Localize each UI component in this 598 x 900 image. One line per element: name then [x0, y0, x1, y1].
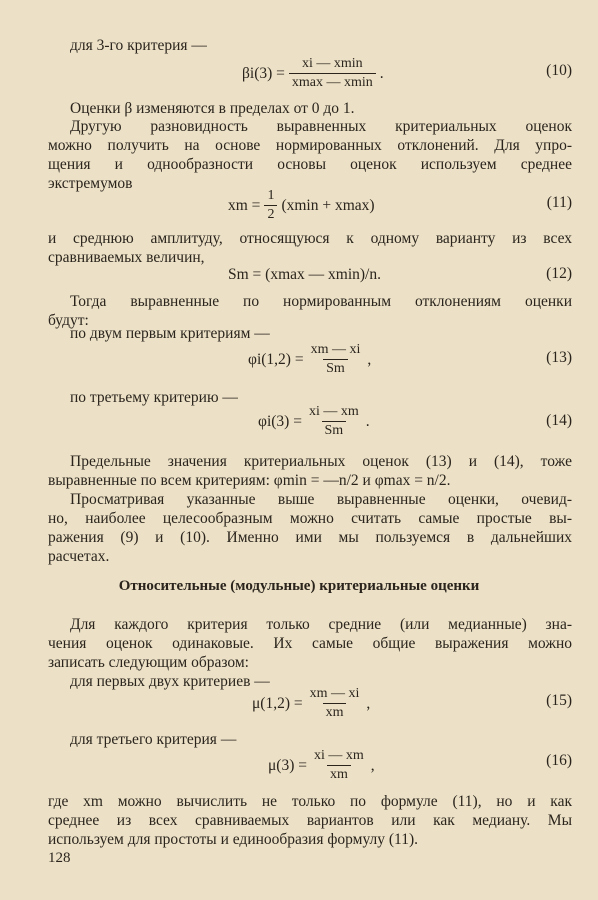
text-line: чения оценок одинаковые. Их самые общие выражения можно: [48, 635, 572, 652]
text-line: расчетах.: [48, 548, 110, 565]
denominator: xm: [323, 703, 347, 721]
text-line: Для каждого критерия только средние (или медианные) зна-: [70, 616, 572, 633]
text-line: среднее из всех сравниваемых вариантов или как медиану. Мы: [48, 812, 572, 829]
fraction: [307, 686, 363, 721]
text-line: по двум первым критериям —: [70, 325, 270, 342]
formula-lhs: βi(3) =: [242, 64, 285, 82]
text-line: можно получить на основе нормированных отклонений. Для упро-: [48, 137, 572, 154]
text-line: Предельные значения критериальных оценок (13) и (14), тоже: [70, 453, 572, 470]
equation-number: (15): [546, 692, 572, 709]
equation-number: (11): [546, 194, 572, 211]
formula-13: [248, 342, 371, 377]
numerator: xi — xmin: [302, 56, 363, 71]
denominator: 2: [264, 205, 277, 223]
numerator: xm — xi: [310, 342, 361, 357]
formula-expr: Sm = (xmax — xmin)/n.: [228, 266, 381, 283]
text-line: экстремумов: [48, 175, 133, 192]
formula-tail: .: [365, 412, 370, 430]
text-line: Другую разновидность выравненных критериальных оценок: [70, 118, 572, 135]
text-line: для первых двух критериев —: [70, 673, 270, 690]
text-line: выравненные по всем критериям: φmin = —n/2 и φmax = n/2.: [48, 472, 451, 489]
formula-lhs: φi(1,2) =: [248, 350, 304, 368]
formula-15: [252, 686, 370, 721]
text-line: записать следующим образом:: [48, 654, 249, 671]
text-line: по третьему критерию —: [70, 389, 238, 406]
text-line: будут:: [48, 312, 89, 329]
text-line: сравниваемых величин,: [48, 249, 205, 266]
denominator: xmax — xmin: [289, 73, 376, 91]
fraction: [308, 342, 364, 377]
equation-number: (10): [546, 62, 572, 79]
text-line: ражения (9) и (10). Именно ими мы пользуемся в дальнейших: [48, 529, 572, 546]
text-line: но, наиболее целесообразным можно считать самые простые вы-: [48, 510, 572, 527]
fraction: [289, 56, 376, 91]
fraction: [311, 748, 367, 783]
numerator: 1: [267, 188, 275, 203]
text-line: используем для простоты и единообразия формулу (11).: [48, 831, 419, 848]
numerator: xi — xm: [308, 404, 359, 419]
numerator: xm — xi: [309, 686, 360, 701]
text-line: щения и однообразности основы оценок используем среднее: [48, 156, 572, 173]
text-line: для 3-го критерия —: [70, 37, 207, 54]
formula-tail: ,: [366, 694, 371, 712]
formula-tail: .: [379, 64, 384, 82]
numerator: xi — xm: [314, 748, 364, 763]
fraction: [264, 188, 277, 223]
formula-14: [258, 404, 370, 439]
equation-number: (14): [546, 412, 572, 429]
formula-lhs: μ(1,2) =: [252, 694, 303, 712]
equation-number: (12): [546, 265, 572, 282]
fraction: [306, 404, 362, 439]
equation-number: (13): [546, 349, 572, 366]
formula-lhs: μ(3) =: [268, 756, 307, 774]
text-line: Оценки β изменяются в пределах от 0 до 1.: [70, 100, 355, 117]
formula-tail: ,: [370, 756, 375, 774]
text-line: Просматривая указанные выше выравненные оценки, очевид-: [70, 491, 572, 508]
equation-number: (16): [546, 752, 572, 769]
denominator: Sm: [322, 421, 347, 439]
formula-12: [228, 266, 381, 284]
formula-lhs: xm =: [228, 196, 261, 214]
formula-10: [242, 56, 384, 91]
text-line: где xm можно вычислить не только по формуле (11), но и как: [48, 793, 572, 810]
text-line: Тогда выравненные по нормированным отклонениям оценки: [70, 293, 572, 310]
formula-lhs: φi(3) =: [258, 412, 302, 430]
denominator: Sm: [323, 359, 348, 377]
formula-11: [228, 188, 375, 223]
formula-rhs: (xmin + xmax): [281, 196, 375, 214]
denominator: xm: [327, 765, 351, 783]
text-line: и среднюю амплитуду, относящуюся к одному варианту из всех: [48, 230, 572, 247]
text-line: для третьего критерия —: [70, 731, 237, 748]
page-number: 128: [48, 850, 71, 866]
formula-tail: ,: [367, 350, 372, 368]
formula-16: [268, 748, 375, 783]
section-heading: Относительные (модульные) критериальные оценки: [118, 578, 480, 594]
